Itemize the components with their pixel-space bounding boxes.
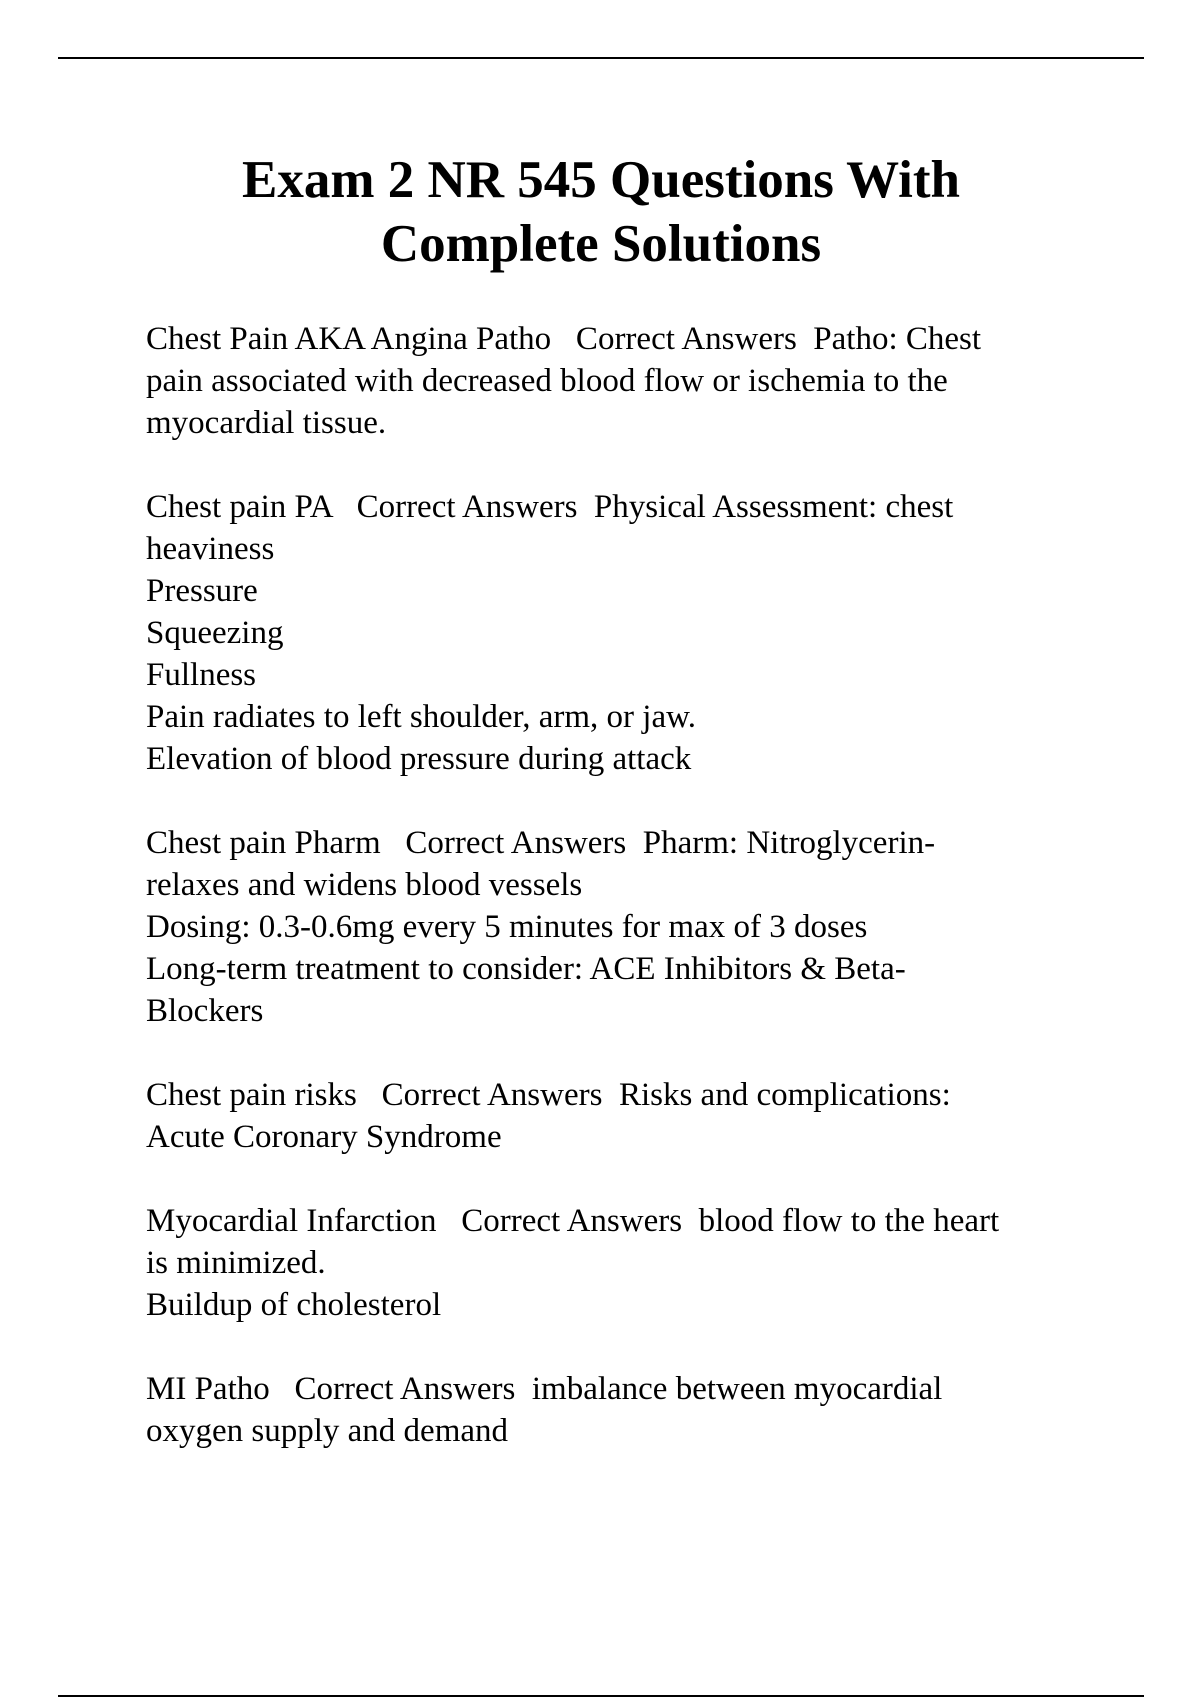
- qa-entry-myocardial-infarction: [146, 1200, 1156, 1326]
- entry-line: relaxes and widens blood vessels: [146, 867, 583, 903]
- entry-line: Myocardial Infarction Correct Answers blood flow to the heart: [146, 1203, 1000, 1239]
- qa-entry-angina-patho: [146, 318, 1156, 444]
- entry-line: Squeezing: [146, 615, 284, 651]
- title-line: Exam 2 NR 545 Questions With: [241, 151, 961, 209]
- qa-entry-mi-patho: [146, 1368, 1156, 1452]
- entry-line: Pain radiates to left shoulder, arm, or jaw.: [146, 699, 697, 735]
- qa-entry-chest-pain-pa: [146, 486, 1156, 780]
- entry-line: Fullness: [146, 657, 257, 693]
- entry-line: is minimized.: [146, 1245, 326, 1281]
- title-line: Complete Solutions: [380, 215, 822, 273]
- entry-line: Buildup of cholesterol: [146, 1287, 442, 1323]
- entry-line: Chest pain PA Correct Answers Physical Assessment: chest: [146, 489, 954, 525]
- bottom-rule: [58, 1695, 1144, 1697]
- entry-line: Pressure: [146, 573, 258, 609]
- entry-line: myocardial tissue.: [146, 405, 387, 441]
- document-body: [146, 318, 1156, 1452]
- document-title: [58, 148, 1144, 276]
- entry-line: Chest pain risks Correct Answers Risks and complications:: [146, 1077, 951, 1113]
- entry-line: Acute Coronary Syndrome: [146, 1119, 502, 1155]
- entry-line: heaviness: [146, 531, 275, 567]
- qa-entry-chest-pain-risks: [146, 1074, 1156, 1158]
- entry-line: Chest Pain AKA Angina Patho Correct Answers Patho: Chest: [146, 321, 982, 357]
- entry-line: Dosing: 0.3-0.6mg every 5 minutes for max of 3 doses: [146, 909, 868, 945]
- entry-line: Chest pain Pharm Correct Answers Pharm: Nitroglycerin-: [146, 825, 936, 861]
- top-rule: [58, 57, 1144, 59]
- entry-line: Long-term treatment to consider: ACE Inhibitors & Beta-: [146, 951, 906, 987]
- entry-line: Blockers: [146, 993, 264, 1029]
- entry-line: pain associated with decreased blood flow or ischemia to the: [146, 363, 948, 399]
- entry-line: Elevation of blood pressure during attack: [146, 741, 692, 777]
- entry-line: MI Patho Correct Answers imbalance between myocardial: [146, 1371, 943, 1407]
- entry-line: oxygen supply and demand: [146, 1413, 509, 1449]
- qa-entry-chest-pain-pharm: [146, 822, 1156, 1032]
